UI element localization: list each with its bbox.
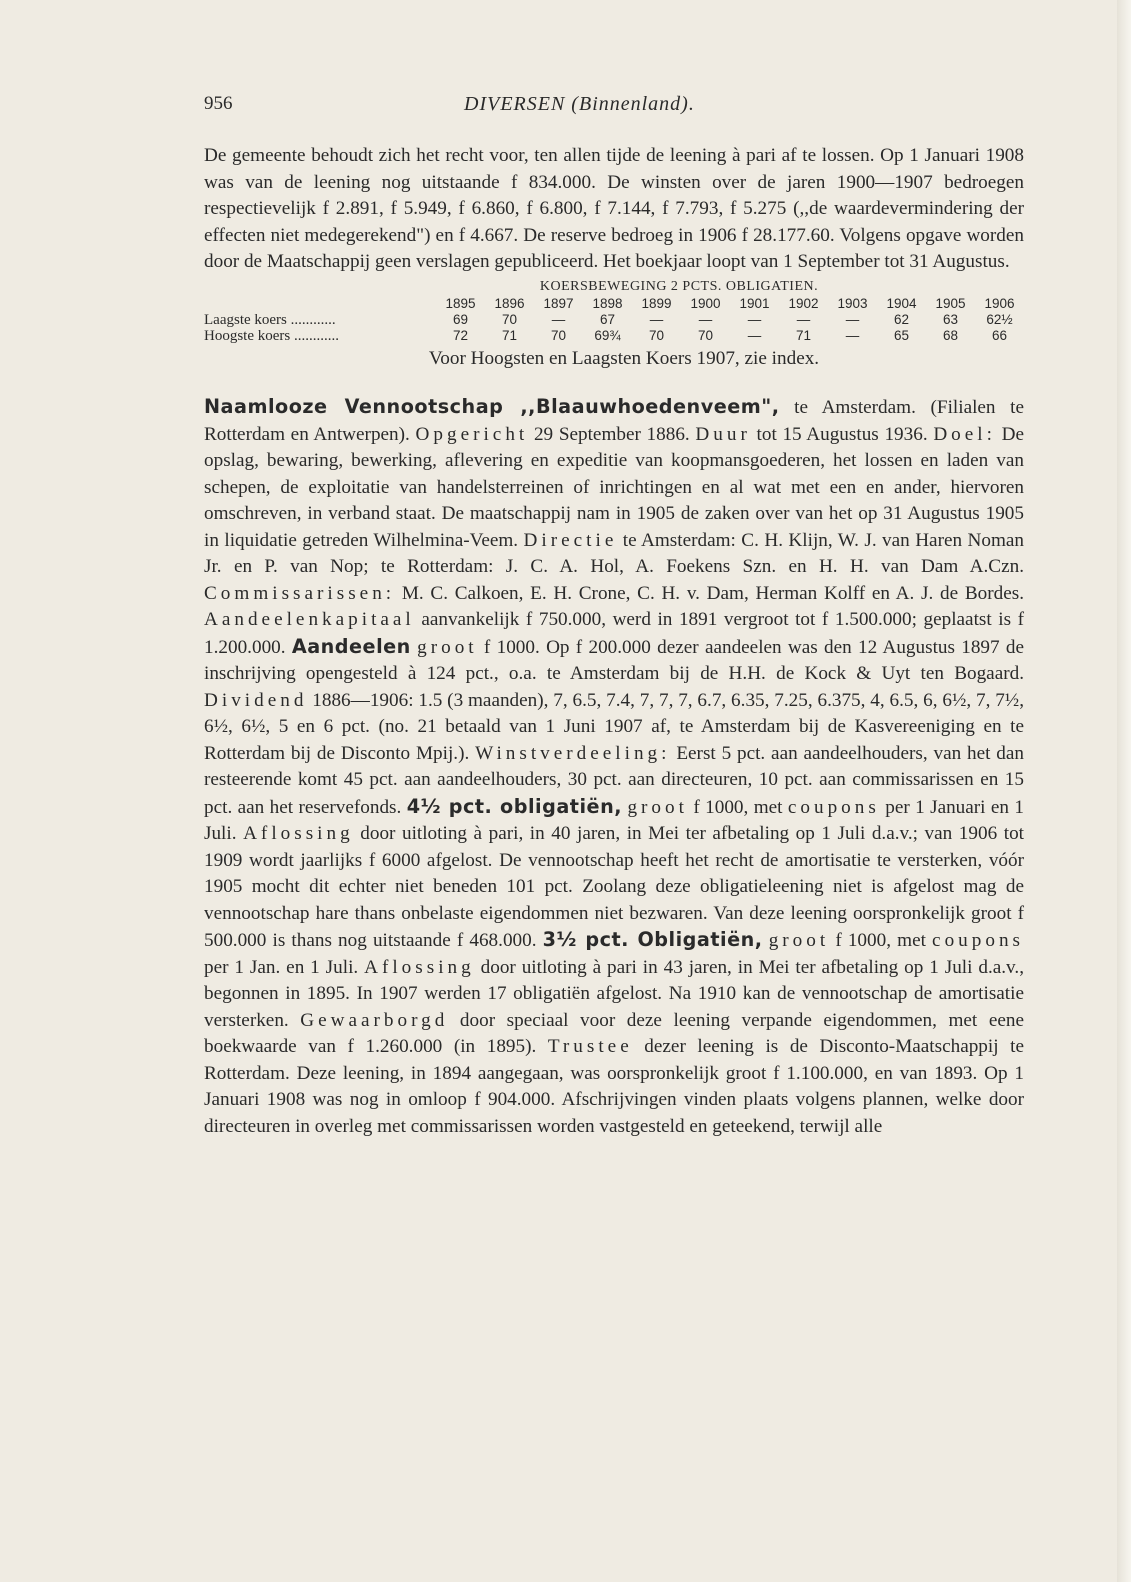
company-text: aanvankelijk f 750.000, werd in 1891 vergroot tot f 1.500.000; geplaatst is f 1.200.000. — [204, 609, 1024, 658]
company-paragraph — [204, 394, 1024, 1140]
company-text: f 1000, met — [829, 930, 933, 951]
company-text: 1886—1906: 1.5 (3 maanden), 7, 6.5, 7.4, 7, 7, 7, 6.7, 6.35, 7.25, 6.375, 4, 6.5, 6, 6½, 7, 7½, 6½, 6½, 5 en 6 pct. (no. 21 betaald van 1 Juni 1907 af, te Amsterdam bij de Kasvereeniging en te Rotterdam bij de Disconto Mpij.). — [204, 689, 1024, 764]
price-table — [204, 296, 1024, 344]
label-aandeelen: Aandeelen — [291, 634, 411, 658]
page-number: 956 — [204, 93, 233, 114]
company-text: De opslag, bewaring, bewerking, aflevering en expeditie van koopmansgoederen, het lossen en laden van schepen, de exploitatie van handelsterreinen of inrichtingen en al wat met een en ander, hiervoren omschreven, in verband staat. De maatschappij nam in 1905 de zaken over van het op 31 Augustus 1905 in liquidatie getreden Wilhelmina-Veem. — [204, 423, 1025, 551]
company-text: per 1 Jan. en 1 Juli. — [204, 956, 365, 978]
label-trustee: Trustee — [547, 1036, 633, 1057]
label-groot: groot — [627, 796, 688, 818]
table-cell: 67 — [599, 311, 616, 327]
year-header: 1905 — [935, 295, 966, 311]
row-label-hoogste: Hoogste koers ............ — [204, 327, 339, 344]
price-table-block — [204, 278, 1024, 373]
page-content — [204, 143, 1024, 1140]
year-header: 1898 — [592, 295, 623, 311]
intro-paragraph: De gemeente behoudt zich het recht voor, ten allen tijde de leening à pari af te lossen. Op 1 Januari 1908 was van de leening nog uitstaande f 834.000. De winsten over de jaren 1900—1907 bedroegen respectievelijk f 2.891, f 5.949, f 6.860, f 6.800, f 7.144, f 7.793, f 5.275 (,,de waardevermindering der effecten niet medegerekend") en f 4.667. De reserve bedroeg in 1906 f 28.177.60. Volgens opgave worden door de Maatschappij geen verslagen gepubliceerd. Het boekjaar loopt van 1 September tot 31 Augustus. — [204, 145, 1024, 272]
table-cell: — — [649, 311, 664, 327]
table-cell: — — [698, 311, 713, 327]
year-header: 1899 — [641, 295, 672, 311]
label-groot: groot — [768, 930, 830, 951]
label-groot: groot — [417, 636, 478, 658]
year-header: 1896 — [494, 295, 525, 311]
label-dividend: Dividend — [204, 689, 308, 711]
year-header: 1904 — [886, 295, 917, 311]
year-header: 1897 — [543, 295, 574, 311]
table-cell: 70 — [550, 327, 567, 343]
table-row — [204, 328, 1024, 344]
company-text: M. C. Calkoen, E. H. Crone, C. H. v. Dam, Herman Kolff en A. J. de Bordes. — [395, 582, 1024, 604]
label-coupons: coupons — [932, 930, 1024, 951]
table-cell: 62 — [893, 311, 910, 327]
label-aflossing: Aflossing — [243, 823, 354, 844]
table-cell: 62½ — [986, 311, 1013, 327]
table-cell: 71 — [501, 327, 518, 343]
company-text: per 1 Januari en 1 Juli. — [204, 796, 1025, 844]
running-head: DIVERSEN (Binnenland). — [464, 93, 695, 115]
label-coupons: coupons — [787, 796, 880, 818]
company-text: door uitloting à pari in 43 jaren, in Mei ter afbetaling op 1 Juli d.a.v., begonnen in 1895. In 1907 werden 17 obligatiën afgelost. Na 1910 kan de vennootschap de amortisatie versterken. — [204, 956, 1024, 1031]
label-gewaarborgd: Gewaarborgd — [300, 1009, 449, 1031]
year-header: 1901 — [739, 295, 770, 311]
table-cell: 69 — [452, 311, 469, 327]
year-header: 1900 — [690, 295, 721, 311]
table-cell: 71 — [795, 327, 812, 343]
table-cell: — — [845, 327, 860, 343]
company-text: te Amsterdam. (Filialen te Rotterdam en Antwerpen). — [204, 397, 1024, 445]
company-name: Naamlooze Vennootschap ,,Blaauwhoedenveem", — [204, 395, 780, 418]
year-header: 1906 — [984, 295, 1015, 311]
table-cell: 70 — [501, 311, 518, 327]
label-commissarissen: Commissarissen: — [204, 582, 396, 604]
table-cell: 70 — [648, 327, 665, 343]
year-header: 1902 — [788, 295, 819, 311]
label-directie: Directie — [523, 529, 618, 551]
label-obligatien-3-5: 3½ pct. Obligatiën, — [542, 928, 763, 951]
page-edge — [1117, 0, 1131, 1582]
table-cell: — — [845, 311, 860, 327]
label-aandeelenkapitaal: Aandeelenkapitaal — [204, 609, 415, 630]
year-header: 1895 — [445, 295, 476, 311]
company-text: door uitloting à pari, in 40 jaren, in Mei ter afbetaling op 1 Juli d.a.v.; van 1906 tot 1909 wordt jaarlijks f 6000 afgelost. De vennootschap heeft het recht de amortisatie te versterken, vóór 1905 mocht dit echter niet beneden 101 pct. Zoolang deze obligatieleening niet is afgelost mag de vennootschap hare thans onbelaste eigendommen niet bezwaren. Van deze leening oorspronkelijk groot f 500.000 is thans nog uitstaande f 468.000. — [204, 823, 1024, 951]
table-cell: — — [796, 311, 811, 327]
table-cell: — — [551, 311, 566, 327]
company-text: f 1000. Op f 200.000 dezer aandeelen was den 12 Augustus 1897 de inschrijving opengesteld à 124 pct., o.a. te Amsterdam bij de H.H. de Kock & Uyt ten Bogaard. — [204, 636, 1025, 684]
label-duur: Duur — [695, 423, 751, 445]
row-label-laagste: Laagste koers ............ — [204, 311, 336, 328]
label-aflossing: Aflossing — [364, 956, 475, 978]
table-cell: 66 — [991, 327, 1008, 343]
price-table-header-row — [204, 296, 1024, 312]
table-cell: 65 — [893, 327, 910, 343]
table-cell: 69¾ — [594, 327, 621, 343]
company-text: tot 15 Augustus 1936. — [750, 423, 934, 445]
year-header: 1903 — [837, 295, 868, 311]
company-text: Eerst 5 pct. aan aandeelhouders, van het dan resteerende komt 45 pct. aan aandeelhouders, 30 pct. aan directeuren, 10 pct. aan commissarissen en 15 pct. aan het reservefonds. — [204, 742, 1024, 818]
table-cell: 68 — [942, 327, 959, 343]
company-text: f 1000, met — [687, 796, 788, 818]
table-cell: 63 — [942, 311, 959, 327]
table-cell: 70 — [697, 327, 714, 343]
table-cell: 72 — [452, 327, 469, 343]
price-table-note: Voor Hoogsten en Laagsten Koers 1907, zie index. — [428, 347, 820, 369]
table-row — [204, 312, 1024, 328]
company-text: te Amsterdam: C. H. Klijn, W. J. van Haren Noman Jr. en P. van Nop; te Rotterdam: J. C. A. Hol, A. Foekens Szn. en H. H. van Dam A.Czn. — [204, 529, 1025, 577]
label-winstverdeeling: Winstverdeeling: — [475, 742, 671, 764]
price-table-corner — [204, 296, 436, 312]
label-obligatien-4-5: 4½ pct. obligatiën, — [406, 794, 623, 818]
company-text: door speciaal voor deze leening verpande eigendommen, met eene boekwaarde van f 1.260.000 (in 1895). — [204, 1009, 1024, 1057]
price-table-title: KOERSBEWEGING 2 PCTS. OBLIGATIEN. — [539, 278, 819, 294]
label-opgericht: Opgericht — [415, 423, 529, 445]
company-text: 29 September 1886. — [528, 423, 696, 445]
page-header — [204, 93, 1024, 123]
label-doel: Doel: — [933, 423, 996, 445]
table-cell: — — [747, 327, 762, 343]
table-cell: — — [747, 311, 762, 327]
company-text: dezer leening is de Disconto-Maatschappij te Rotterdam. Deze leening, in 1894 aangegaan, was oorspronkelijk groot f 1.100.000, en van 1893. Op 1 Januari 1908 was nog in omloop f 904.000. Afschrijvingen vinden plaats volgens plannen, welke door directeuren in overleg met commissarissen worden vastgesteld en geteekend, terwijl alle — [204, 1036, 1024, 1137]
